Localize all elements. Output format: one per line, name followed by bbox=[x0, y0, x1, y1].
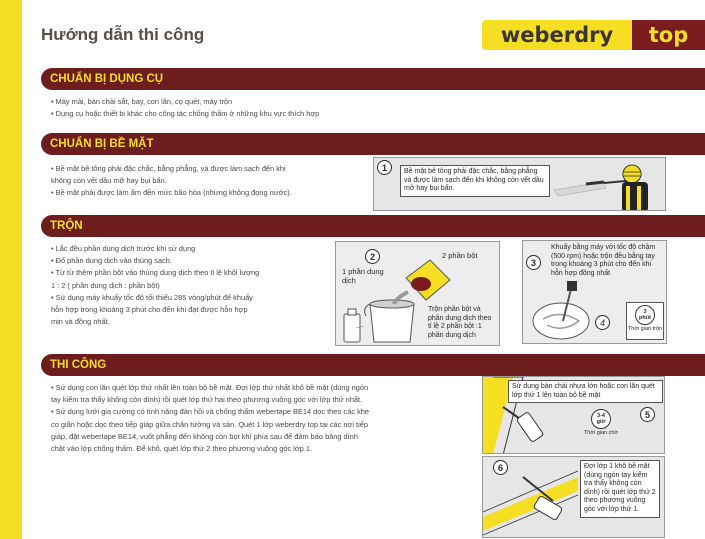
mixing-bullet: • Từ từ thêm phần bột vào thùng dung dịch theo tỉ lệ khối lượng bbox=[51, 268, 260, 278]
left-accent-rail bbox=[0, 0, 22, 539]
timer-value: 3-4 bbox=[597, 413, 605, 419]
illustration-step-5 bbox=[482, 376, 665, 454]
timer-unit: phút bbox=[639, 315, 651, 321]
application-text bbox=[51, 382, 476, 455]
mixing-bullet: hỗn hợp trong khoảng 3 phút cho đến khi đạt được hỗn hợp bbox=[51, 305, 248, 315]
timer-unit: giờ bbox=[596, 419, 606, 425]
waiting-timer bbox=[580, 407, 622, 447]
clock-icon bbox=[635, 305, 655, 325]
tools-bullet: • Máy mài, bàn chải sắt, bay, con lăn, cọ quét, máy trộn bbox=[51, 97, 233, 106]
clock-icon bbox=[591, 409, 611, 429]
step-2-number: 2 bbox=[365, 249, 380, 264]
mixing-bullet: 1 : 2 ( phần dung dịch : phần bột) bbox=[51, 280, 160, 290]
section-header-surface: CHUẨN BỊ BỀ MẶT bbox=[41, 133, 705, 155]
step-1-number: 1 bbox=[377, 160, 392, 175]
step-2-powder-label: 2 phần bột bbox=[442, 251, 478, 260]
mixing-bullet: • Đổ phần dung dịch vào thùng sạch. bbox=[51, 256, 172, 266]
illustration-step-6 bbox=[482, 456, 665, 538]
timer-label: Thời gian chờ bbox=[583, 430, 619, 436]
mixing-bullet: • Sử dụng máy khuấy tốc độ tối thiểu 285 vòng/phút để khuấy bbox=[51, 292, 253, 302]
page-title: Hướng dẫn thi công bbox=[41, 25, 205, 44]
step-6-number: 6 bbox=[493, 460, 508, 475]
brand-name: weberdry bbox=[482, 20, 632, 50]
illustration-step-3 bbox=[522, 240, 667, 344]
illustration-step-1 bbox=[373, 157, 666, 211]
surface-bullet: • Bề mặt bê tông phải đặc chắc, bằng phẳng, và được làm sạch đến khi bbox=[51, 164, 286, 173]
section-header-application: THI CÔNG bbox=[41, 354, 705, 376]
step-2-callout: Trộn phần bột và phần dung dịch theo tỉ lệ 2 phần bột :1 phần dung dịch bbox=[428, 306, 492, 339]
step-5-callout: Sử dụng bàn chải nhựa lớn hoặc con lăn quét lớp thứ 1 lên toàn bộ bề mặt bbox=[508, 380, 663, 403]
mixing-timer bbox=[626, 302, 664, 340]
application-bullet: tay kiểm tra thấy không còn dính) rồi quét lớp thứ hai theo phương vuông góc với lớp thứ nhất. bbox=[51, 395, 363, 405]
step-5-number: 5 bbox=[640, 407, 655, 422]
application-bullet: chặt vào lớp chống thấm. Để khô, quét lớp thứ 2 theo phương vuông góc lớp 1. bbox=[51, 444, 313, 454]
surface-bullet: không còn vết dầu mỡ hay bụi bẩn. bbox=[51, 176, 167, 186]
step-4-number: 4 bbox=[595, 315, 610, 330]
timer-label: Thời gian trộn bbox=[627, 326, 663, 332]
brand-product: top bbox=[632, 20, 705, 50]
mixing-bullet: • Lắc đều phần dung dịch trước khi sử dụng bbox=[51, 244, 196, 253]
step-6-callout: Đợi lớp 1 khô bề mặt (dùng ngón tay kiểm tra thấy không còn dính) rồi quét lớp thứ 2 theo phương vuông góc với lớp thứ 1. bbox=[580, 460, 660, 518]
brand-logo bbox=[482, 20, 705, 50]
application-bullet: giáp, đặt webertape BE14, vuốt phẳng đến không còn bọt khí phía sau để đảm bảo băng dính bbox=[51, 431, 358, 441]
section-header-mixing: TRỘN bbox=[41, 215, 705, 237]
step-3-callout: Khuấy bằng máy với tốc độ chậm (500 rpm) hoặc trộn đều bằng tay trong khoảng 3 phút cho đến khi hỗn hợp đồng nhất bbox=[551, 244, 656, 277]
application-bullet: • Sử dụng con lăn quét lớp thứ nhất lên toàn bộ bề mặt. Đợi lớp thứ nhất khô bề mặt (dùng ngón bbox=[51, 383, 369, 392]
illustration-step-2 bbox=[335, 241, 500, 346]
step-3-number: 3 bbox=[526, 255, 541, 270]
timer-value: 3 bbox=[643, 309, 647, 315]
mixing-bullet: mịn và đồng nhất. bbox=[51, 317, 110, 327]
application-bullet: co giãn hoặc dọc theo tiếp giáp giữa chân tường và sàn. Quét 1 lớp weberdry top tại các nơi tiếp bbox=[51, 419, 368, 429]
application-bullet: • Sử dụng lưới gia cường có tính năng đàn hồi và chống thấm webertape BE14 dọc theo các khe bbox=[51, 407, 370, 417]
tools-bullet: • Dụng cụ hoặc thiết bị khác cho công tác chống thấm ở những khu vực thích hợp bbox=[51, 109, 320, 119]
surface-bullet: • Bề mặt phải được làm ẩm đến mức bão hòa (nhưng không đọng nước). bbox=[51, 188, 292, 198]
step-1-callout: Bề mặt bê tông phải đặc chắc, bằng phẳng và được làm sạch đến khi không còn vết dầu mỡ hay bụi bẩn. bbox=[400, 165, 550, 197]
step-2-liquid-label: 1 phần dung dịch bbox=[342, 267, 384, 285]
section-header-tools: CHUẨN BỊ DỤNG CỤ bbox=[41, 68, 705, 90]
mixing-text bbox=[51, 243, 336, 328]
surface-text bbox=[51, 163, 371, 200]
tools-text bbox=[51, 96, 471, 120]
